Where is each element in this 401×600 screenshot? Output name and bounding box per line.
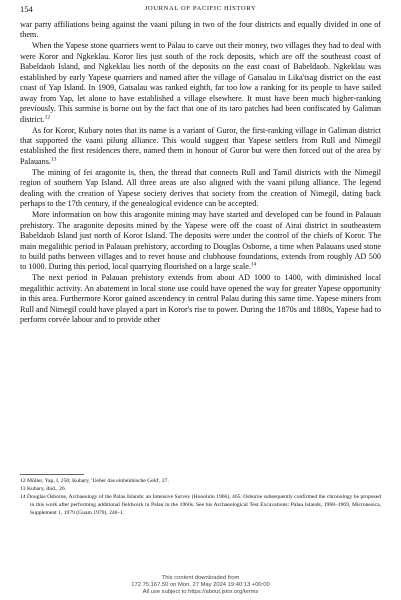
article-body — [20, 20, 381, 326]
paragraph — [20, 210, 381, 273]
running-head: JOURNAL OF PACIFIC HISTORY — [144, 5, 257, 12]
paragraph — [20, 20, 381, 41]
jstor-footer — [0, 575, 401, 597]
footnote-marker[interactable]: 13 — [50, 156, 57, 163]
footnote-12: 12 Müller, Yap, I, 250; Kubary, 'Ueber das einheimische Geld', 27. — [20, 478, 169, 484]
page-number: 154 — [20, 4, 33, 14]
paragraph — [20, 126, 381, 168]
paragraph-text: The next period in Palauan prehistory extends from about AD 1000 to 1400, with diminished local megalithic activity. An abatement in local stone use could have opened the way for greater Yapese opportunity in this area. Furthermore Koror gained ascendency in central Palau during this same time. Yapese miners from Rull and Nimegil could have played a part in Koror's rise to power. During the 1870s and 1880s, Yapese had to perform corvée labour and to provide other — [20, 273, 381, 325]
download-notice: This content downloaded from — [161, 575, 240, 581]
page-header — [20, 4, 381, 16]
terms-link[interactable]: All use subject to https://about.jstor.org/terms — [142, 589, 259, 596]
footnote-13: 13 Kubary, ibid., 26. — [20, 485, 67, 492]
paragraph-text: More information on how this aragonite mining may have started and developed can be found in Palauan prehistory. The aragonite deposits mined by the Yapese were off the coast of Airai district in southeastern Babeldaob Island just north of Koror Island. The deposits were under the control of the chiefs of Koror. The main megalithic period in Palauan prehistory, according to Douglas Osborne, a time when Palauans used stone to build paths between villages and to revet house and clubhouse foundations, extends from roughly AD 500 to 1000. During this period, local quarrying flourished on a large scale. — [20, 210, 381, 272]
footnote-marker[interactable]: 14 — [250, 261, 257, 268]
download-details: 172.75.167.50 on Mon, 27 May 2024 19:40:13 +00:00 — [131, 582, 270, 589]
footnotes — [20, 478, 381, 518]
paragraph-text: The mining of fei aragonite is, then, the thread that connects Rull and Tamil districts with the Nimegil region of southern Yap Island. All three areas are also aligned with the vaani pilung alliance. The legend dealing with the creation of Yapese society derives that society from the creation of Nimegil, dating back perhaps to the 17th century, if the genealogical evidence can be accepted. — [20, 167, 381, 209]
paragraph — [20, 273, 381, 325]
paragraph — [20, 41, 381, 125]
footnote-marker[interactable]: 12 — [44, 113, 51, 120]
paragraph-text: war party affiliations being against the vaani pilung in two of the four districts and equally divided in one of them. — [20, 20, 381, 40]
paragraph-text: As for Koror, Kubary notes that its name is a variant of Guror, the first-ranking village in Galiman district that supported the vaani pilung alliance. This would suggest that Yapese settlers from Rull and Nimegil established the first residences there, named them in honour of Guror but were then forced out of the area by Palauans. — [20, 125, 381, 166]
footnote-divider — [20, 474, 84, 475]
paragraph — [20, 168, 381, 210]
footnote-14: 14 Douglas Osborne, Archaeology of the Palau Islands: an Intensive Survey (Honolulu 1966), 465. Osborne subsequently confirmed the chronology he proposed in this work after performing additional fieldwork in Palau in the 1960s. See his Archaeological Test Excavations: Palau Islands, 1968–1969, Micronesica, Supplement 1, 1979 (Guam 1979), 240–1. — [20, 493, 381, 516]
paragraph-text: When the Yapese stone quarriers went to Palau to carve out their money, two villages they had to deal with were Koror and Ngkeklau. Koror lies just south of the rock deposits, which are off the southeast coast of Babeldaob Island, and Ngkeklau lies north of the deposits on the east coast of Babeldaob. Ngkeklau was established by early Yapese quarriers and named after the village of Gatsalau in Lika'tsag district on the east coast of Yap Island. In 1909, Gatsalau was ranked eighth, far too low a ranking for its people to have sailed away from Yap, let alone to have established a village elsewhere. It must have been much higher-ranking previously. This surmise is borne out by the fact that one of its taro patches had been confiscated by Galiman district. — [20, 41, 381, 124]
